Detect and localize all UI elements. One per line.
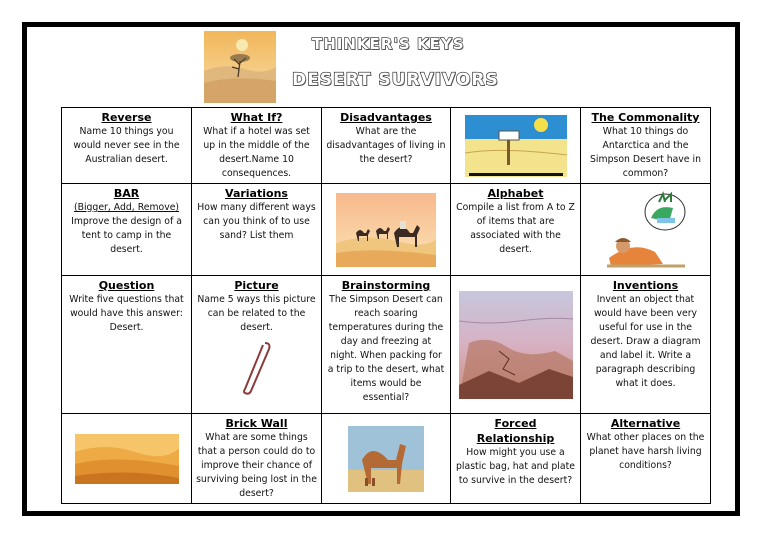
cell-disadvantages bbox=[322, 108, 451, 184]
cell-title: Inventions bbox=[612, 279, 679, 292]
cell-body: What are the disadvantages of living in the desert? bbox=[326, 126, 446, 165]
page-subtitle: DESERT SURVIVORS bbox=[292, 70, 499, 90]
cell-title: Disadvantages bbox=[340, 111, 432, 124]
cell-forced-relationship bbox=[451, 414, 581, 504]
cell-body: How might you use a plastic bag, hat and plate to survive in the desert? bbox=[456, 447, 575, 486]
cell-title: Alternative bbox=[610, 417, 681, 430]
bent-stick-image bbox=[237, 339, 277, 399]
cell-title: The Commonality bbox=[591, 111, 700, 124]
cell-subtitle: (Bigger, Add, Remove) bbox=[73, 202, 180, 213]
cell-body: What other places on the planet have harsh living conditions? bbox=[586, 432, 705, 471]
cell-body: What 10 things do Antarctica and the Simpson Desert have in common? bbox=[590, 126, 701, 179]
cell-body: How many different ways can you think of to use sand? List them bbox=[197, 202, 316, 241]
cell-body: Invent an object that would have been very useful for use in the desert. Draw a diagram and label it. Write a paragraph describing what it does. bbox=[590, 294, 701, 389]
desert-tree-image bbox=[204, 31, 276, 103]
cell-image-desert-sign bbox=[451, 108, 581, 184]
cell-body: Compile a list from A to Z of items that are associated with the desert. bbox=[456, 202, 575, 255]
cell-brick-wall bbox=[192, 414, 322, 504]
thirsty-man-image bbox=[603, 190, 689, 270]
cell-body: Write five questions that would have this answer: bbox=[69, 294, 184, 319]
cell-body: What if a hotel was set up in the middle of the desert.Name 10 consequences. bbox=[203, 126, 310, 179]
page-title: THINKER'S KEYS bbox=[312, 35, 465, 53]
cell-alphabet bbox=[451, 184, 581, 276]
cell-inventions bbox=[581, 276, 711, 414]
cell-body: Name 5 ways this picture can be related to the desert. bbox=[197, 294, 316, 333]
cell-title: Brick Wall bbox=[225, 417, 288, 430]
cell-variations bbox=[192, 184, 322, 276]
camel-caravan-image bbox=[336, 193, 436, 267]
sand-dunes-image bbox=[75, 434, 179, 484]
cell-what-if bbox=[192, 108, 322, 184]
cell-question bbox=[62, 276, 192, 414]
cell-title: BAR bbox=[113, 187, 140, 200]
cell-title: What If? bbox=[230, 111, 283, 124]
cell-title: Question bbox=[98, 279, 155, 292]
cell-title: Variations bbox=[225, 187, 288, 200]
cell-body: The Simpson Desert can reach soaring temperatures during the day and freezing at night. When packing for a trip to the desert, what items would be essential? bbox=[327, 294, 445, 403]
cell-image-canyon bbox=[451, 276, 581, 414]
cell-reverse bbox=[62, 108, 192, 184]
cell-commonality bbox=[581, 108, 711, 184]
cell-picture bbox=[192, 276, 322, 414]
desert-sign-image bbox=[463, 113, 569, 179]
cell-image-dunes bbox=[62, 414, 192, 504]
cell-body: Name 10 things you would never see in the Australian desert. bbox=[73, 126, 180, 165]
cell-body: What are some things that a person could do to improve their chance of surviving being lost in the desert? bbox=[196, 432, 317, 499]
cell-image-camel bbox=[322, 414, 451, 504]
thinkers-keys-grid bbox=[61, 107, 711, 504]
cell-image-thirsty-man bbox=[581, 184, 711, 276]
cell-image-camels bbox=[322, 184, 451, 276]
cell-title: Alphabet bbox=[487, 187, 544, 200]
camel-image bbox=[348, 426, 424, 492]
cell-brainstorming bbox=[322, 276, 451, 414]
cell-title: Brainstorming bbox=[341, 279, 431, 292]
cell-title: Reverse bbox=[101, 111, 152, 124]
cell-bar bbox=[62, 184, 192, 276]
cell-alternative bbox=[581, 414, 711, 504]
cell-body: Improve the design of a tent to camp in the desert. bbox=[71, 216, 182, 255]
cell-answer: Desert. bbox=[109, 322, 144, 333]
cell-title: Forced Relationship bbox=[476, 417, 555, 445]
cell-title: Picture bbox=[234, 279, 279, 292]
desert-canyon-image bbox=[459, 291, 573, 399]
